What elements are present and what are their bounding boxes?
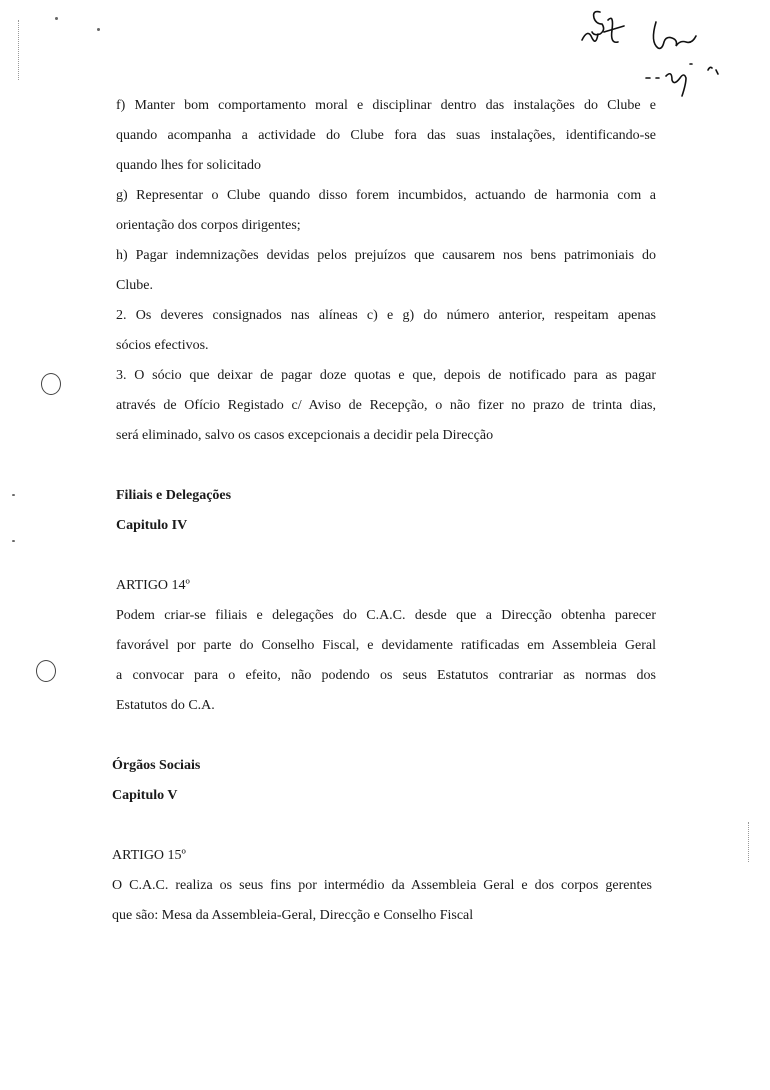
article-title: ARTIGO 14º (116, 578, 190, 593)
body-line: 3. O sócio que deixar de pagar doze quotas e que, depois de notificado para as pagar (116, 368, 656, 383)
body-line: Clube. (116, 278, 153, 293)
body-line: sócios efectivos. (116, 338, 209, 353)
body-line: orientação dos corpos dirigentes; (116, 218, 301, 233)
scan-edge-line (748, 822, 749, 862)
body-line: h) Pagar indemnizações devidas pelos prejuízos que causarem nos bens patrimoniais do (116, 248, 656, 263)
handwritten-signature (570, 0, 760, 110)
body-line: 2. Os deveres consignados nas alíneas c) e g) do número anterior, respeitam apenas (116, 308, 656, 323)
body-line: favorável por parte do Conselho Fiscal, e devidamente ratificadas em Assembleia Geral (116, 638, 656, 653)
body-line: a convocar para o efeito, não podendo os seus Estatutos contrariar as normas dos (116, 668, 656, 683)
punch-hole (36, 660, 56, 682)
punch-hole (41, 373, 61, 395)
chapter-title: Capitulo IV (116, 518, 188, 533)
body-line: g) Representar o Clube quando disso forem incumbidos, actuando de harmonia com a (116, 188, 656, 203)
body-line: quando acompanha a actividade do Clube fora das suas instalações, identificando-se (116, 128, 656, 143)
body-line: Estatutos do C.A. (116, 698, 215, 713)
section-heading: Filiais e Delegações (116, 488, 232, 503)
body-line: quando lhes for solicitado (116, 158, 262, 173)
section-heading: Órgãos Sociais (112, 758, 201, 773)
body-line: que são: Mesa da Assembleia-Geral, Direcção e Conselho Fiscal (112, 908, 474, 923)
body-line: Podem criar-se filiais e delegações do C.A.C. desde que a Direcção obtenha parecer (116, 608, 656, 623)
scan-speck (12, 540, 15, 542)
body-line: f) Manter bom comportamento moral e disciplinar dentro das instalações do Clube e (116, 98, 656, 113)
scan-speck (12, 494, 15, 496)
article-title: ARTIGO 15º (112, 848, 186, 863)
chapter-title: Capitulo V (112, 788, 178, 803)
scan-speck (97, 28, 100, 31)
scan-edge-line (18, 20, 19, 80)
scan-speck (55, 17, 58, 20)
body-line: O C.A.C. realiza os seus fins por intermédio da Assembleia Geral e dos corpos gerentes (112, 878, 652, 893)
body-line: será eliminado, salvo os casos excepcionais a decidir pela Direcção (116, 428, 494, 443)
body-line: através de Ofício Registado c/ Aviso de Recepção, o não fizer no prazo de trinta dias, (116, 398, 656, 413)
